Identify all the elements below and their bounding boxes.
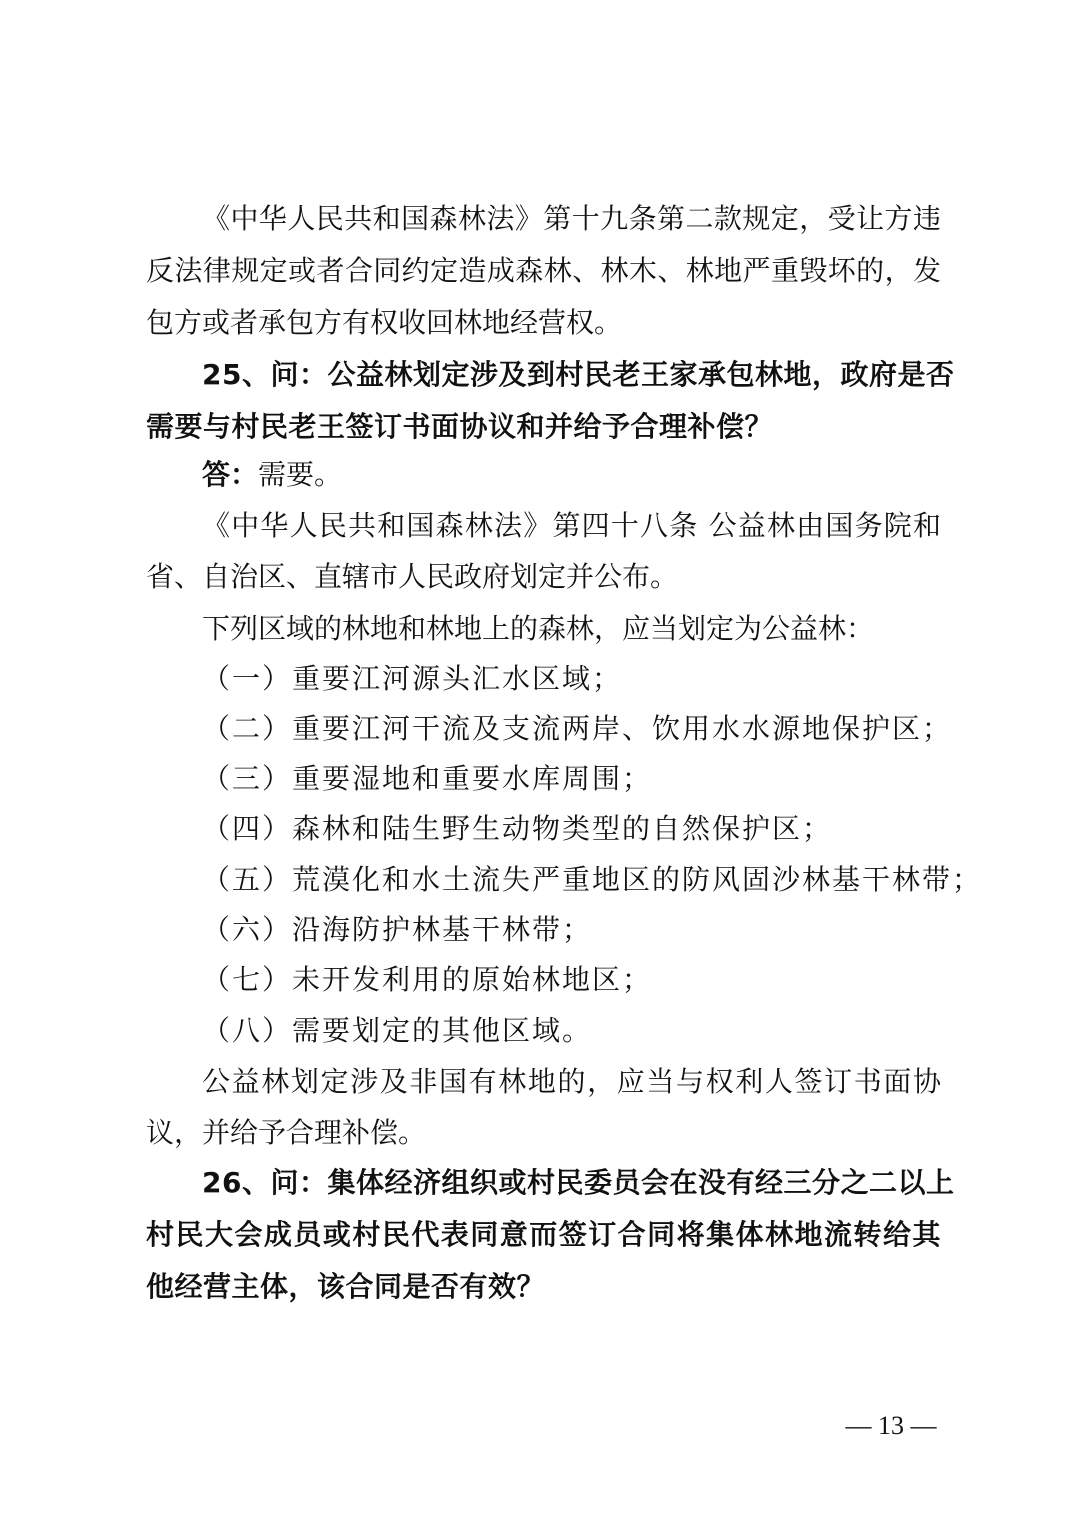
q25-law-line-2: 省、自治区、直辖市人民政府划定并公布。 [146,560,679,593]
intro-line-1: 《中华人民共和国森林法》第十九条第二款规定，受让方违 [202,202,941,235]
q25-item-6: （六）沿海防护林基干林带； [202,913,593,946]
q25-closing-line-2: 议，并给予合理补偿。 [146,1116,427,1149]
q25-item-7: （七）未开发利用的原始林地区； [202,963,653,996]
q25-item-3: （三）重要湿地和重要水库周围； [202,762,653,795]
page-number: — 13 — [845,1411,937,1440]
q25-law-line-1: 《中华人民共和国森林法》第四十八条 公益林由国务院和 [202,509,941,542]
q25-list-intro: 下列区域的林地和林地上的森林，应当划定为公益林： [202,612,875,645]
q25-question-line-1: 25、问：公益林划定涉及到村民老王家承包林地，政府是否 [202,358,955,391]
q25-item-8: （八）需要划定的其他区域。 [202,1014,593,1047]
q25-item-5: （五）荒漠化和水土流失严重地区的防风固沙林基干林带； [202,863,983,896]
q25-question-line-2: 需要与村民老王签订书面协议和并给予合理补偿？ [146,410,774,443]
q25-item-2: （二）重要江河干流及支流两岸、饮用水水源地保护区； [202,712,953,745]
intro-line-3: 包方或者承包方有权收回林地经营权。 [146,306,623,339]
q26-question-line-3: 他经营主体，该合同是否有效？ [146,1270,546,1303]
intro-line-2: 反法律规定或者合同约定造成森林、林木、林地严重毁坏的，发 [146,254,941,287]
q25-item-4: （四）森林和陆生野生动物类型的自然保护区； [202,812,833,845]
q25-item-1: （一）重要江河源头汇水区域； [202,662,623,695]
answer-text: 需要。 [258,458,343,491]
q26-question-line-2: 村民大会成员或村民代表同意而签订合同将集体林地流转给其 [146,1218,941,1251]
answer-label: 答： [202,458,259,491]
q25-answer [202,453,342,497]
q26-question-line-1: 26、问：集体经济组织或村民委员会在没有经三分之二以上 [202,1166,955,1199]
q25-closing-line-1: 公益林划定涉及非国有林地的，应当与权利人签订书面协 [202,1065,941,1098]
